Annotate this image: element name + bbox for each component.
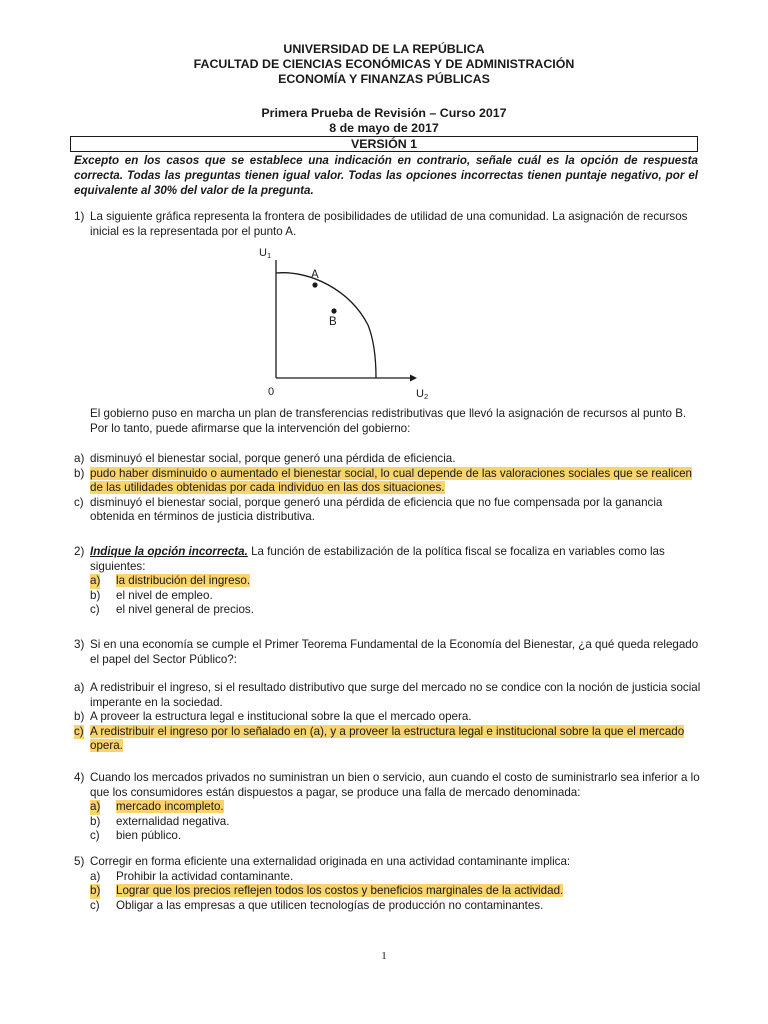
question-1-continued (74, 407, 704, 436)
document-header (0, 42, 768, 87)
highlighted-answer: Lograr que los precios reflejen todos los costos y beneficios marginales de la actividad. (116, 884, 564, 897)
utility-frontier-chart (250, 240, 450, 402)
exam-date: 8 de mayo de 2017 (329, 121, 439, 135)
question-3-options (74, 681, 704, 754)
highlighted-answer: la distribución del ingreso. (116, 574, 251, 587)
exam-title: Primera Prueba de Revisión – Curso 2017 (261, 106, 507, 120)
question-4-stem: 4) Cuando los mercados privados no suministran un bien o servicio, aun cuando el costo de suministrarlo sea inferior a lo que los consumidores están dispuestos a pagar, se produce una falla de mercado denominada: (74, 771, 700, 799)
question-5 (74, 855, 704, 913)
q3-option-b[interactable]: b) A proveer la estructura legal e institucional sobre la que el mercado opera. (74, 710, 472, 723)
emphasis-text: Indique la opción incorrecta. (90, 545, 248, 558)
question-number: 1) (74, 210, 85, 223)
question-1-options (74, 452, 704, 525)
point-b-label: B (329, 316, 337, 328)
x-axis-arrow (410, 375, 417, 382)
q5-option-a[interactable]: a) Prohibir la actividad contaminante. (90, 869, 294, 883)
question-2 (74, 545, 704, 618)
question-5-stem: 5) Corregir en forma eficiente una externalidad originada en una actividad contaminante implica: (74, 855, 571, 868)
chart-svg (250, 240, 450, 402)
instructions: Excepto en los casos que se establece una indicación en contrario, señale cuál es la opción de respuesta correcta. Todas las preguntas tienen igual valor. Todas las opciones incorrectas tienen puntaje negativo, por el equivalente al 30% del valor de la pregunta. (74, 154, 698, 197)
highlighted-answer: pudo haber disminuido o aumentado el bienestar social, lo cual depende de las valoraciones sociales que se realicen de las utilidades obtenidas por cada individuo en las dos situaciones. (90, 466, 692, 494)
q4-option-b[interactable]: b) externalidad negativa. (90, 814, 230, 828)
y-axis-label: U1 (259, 247, 272, 260)
q4-option-c[interactable]: c) bien público. (90, 829, 182, 842)
point-a-marker (312, 282, 317, 287)
point-a-label: A (311, 269, 319, 281)
highlighted-answer: A redistribuir el ingreso por lo señalado en (a), y a proveer la estructura legal e institucional sobre la que el mercado opera. (90, 724, 685, 752)
question-1-followup: El gobierno puso en marcha un plan de transferencias redistributivas que llevó la asignación de recursos al punto B. Por lo tanto, puede afirmarse que la intervención del gobierno: (90, 407, 687, 435)
question-1-stem (74, 210, 704, 239)
university-name: UNIVERSIDAD DE LA REPÚBLICA (283, 42, 485, 56)
question-1 (74, 210, 704, 239)
exam-subheader (0, 106, 768, 136)
x-axis-label: U2 (416, 388, 429, 401)
page-number: 1 (381, 950, 387, 962)
origin-label: 0 (268, 386, 275, 398)
q1-option-c[interactable]: c) disminuyó el bienestar social, porque generó una pérdida de eficiencia que no fue compensada por la ganancia obtenida en términos de justicia distributiva. (74, 495, 663, 523)
q2-option-b[interactable]: b) el nivel de empleo. (90, 588, 213, 602)
question-3 (74, 638, 704, 667)
q3-option-c[interactable]: c) A redistribuir el ingreso por lo señalado en (a), y a proveer la estructura legal e institucional sobre la que el mercado opera. (74, 724, 685, 752)
frontier-curve (276, 273, 376, 378)
faculty-name: FACULTAD DE CIENCIAS ECONÓMICAS Y DE ADMINISTRACIÓN (193, 57, 575, 71)
q2-option-a[interactable]: a) la distribución del ingreso. (90, 574, 251, 587)
question-text: La siguiente gráfica representa la frontera de posibilidades de utilidad de una comunidad. La asignación de recursos inicial es la representada por el punto A. (90, 210, 688, 238)
version-box: VERSIÓN 1 (70, 136, 698, 152)
question-4 (74, 771, 704, 844)
q1-option-a[interactable]: a) disminuyó el bienestar social, porque generó una pérdida de eficiencia. (74, 452, 456, 465)
course-name: ECONOMÍA Y FINANZAS PÚBLICAS (278, 72, 490, 86)
q5-option-c[interactable]: c) Obligar a las empresas a que utilicen tecnologías de producción no contaminantes. (90, 898, 544, 912)
question-3-stem: 3) Si en una economía se cumple el Primer Teorema Fundamental de la Economía del Bienestar, ¿a qué queda relegado el papel del Sector Público?: (74, 638, 699, 666)
q3-option-a[interactable]: a) A redistribuir el ingreso, si el resultado distributivo que surge del mercado no se condice con la noción de justicia social imperante en la sociedad. (74, 681, 701, 709)
point-b-marker (331, 308, 336, 313)
question-2-stem: 2) Indique la opción incorrecta. La función de estabilización de la política fiscal se focaliza en variables como las siguientes: (74, 545, 665, 573)
highlighted-answer: mercado incompleto. (116, 800, 224, 813)
q4-option-a[interactable]: a) mercado incompleto. (90, 800, 224, 813)
q1-option-b[interactable]: b) pudo haber disminuido o aumentado el bienestar social, lo cual depende de las valoraciones sociales que se realicen de las utilidades obtenidas por cada individuo en las dos situaciones. (74, 466, 692, 494)
q5-option-b[interactable]: b) Lograr que los precios reflejen todos los costos y beneficios marginales de la actividad. (90, 884, 564, 897)
q2-option-c[interactable]: c) el nivel general de precios. (90, 603, 254, 616)
